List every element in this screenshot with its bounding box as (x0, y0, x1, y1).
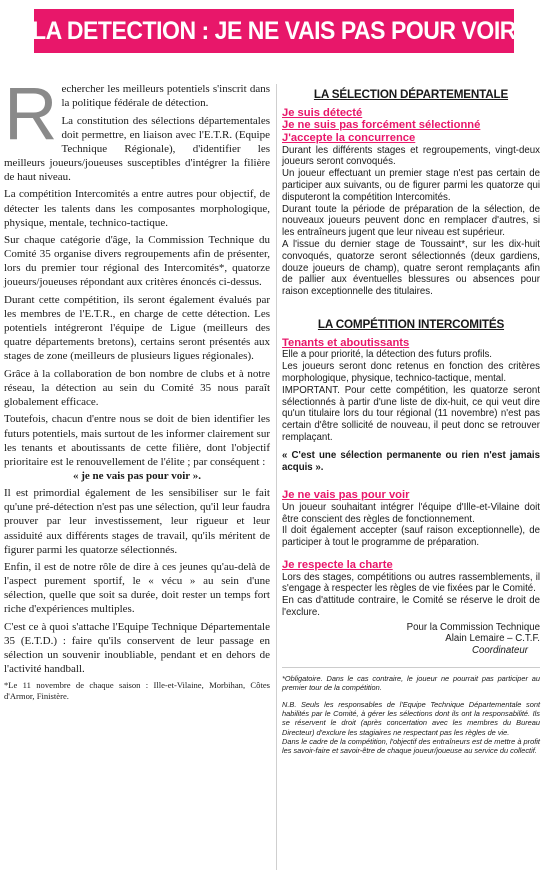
paragraph: La constitution des sélections départementales doit permettre, en liaison avec l'E.T.R. (Equipe Technique Régionale), d'identifier les meilleurs joueurs/joueuses susceptibles d'intégrer la filière de haut niveau. (4, 114, 270, 183)
signature-line: Coordinateur (471, 645, 528, 657)
intro-text: echercher les meilleurs potentiels s'inscrit dans la politique fédérale de détection. (61, 83, 270, 110)
note: Dans le cadre de la compétition, l'objectif des entraîneurs est de mettre à profit les savoir-faire et savoir-être de chaque joueur/joueuse au service du collectif. (282, 736, 540, 756)
footnote: *Le 11 novembre de chaque saison : Ille-et-Vilaine, Morbihan, Côtes d'Armor, Finistère. (4, 679, 270, 701)
page-title: LA DETECTION : JE NE VAIS PAS POUR VOIR (32, 16, 516, 45)
paragraph: Les joueurs seront donc retenus en fonction des critères morphologique, physique, technico-tactique, mental. (282, 361, 540, 384)
paragraph: Toutefois, chacun d'entre nous se doit de bien identifier les futurs potentiels, mais surtout de les informer clairement sur les tenants et aboutissants de cette filière, dont l'objectif prioritaire est le renouvellement de l'élite ; par conséquent : (4, 413, 270, 468)
column-divider (276, 84, 277, 870)
paragraph: A l'issue du dernier stage de Toussaint*, sur les dix-huit convoqués, quatorze seront sélectionnés (deux gardiens, douze joueurs de champ), quatre seront remplaçants afin de pallier aux éventuelles blessures ou absences pour raison exceptionnelle des titulaires. (282, 238, 540, 298)
signature-block (282, 622, 540, 657)
paragraph: La compétition Intercomités a entre autres pour objectif, de détecter les talents dans les composantes morphologique, physique, mentale, technico-tactique. (4, 188, 270, 229)
signature-line: Alain Lemaire – C.T.F. (445, 633, 540, 645)
note: *Obligatoire. Dans le cas contraire, le joueur ne pourrait pas participer au premier tour de la compétition. (282, 673, 540, 692)
paragraph: Durant cette compétition, ils seront également évalués par les membres de l'E.T.R., en charge de cette détection. Les potentiels intégreront l'équipe de Ligue (meilleurs des quatre départements bretons), certains seront présentés aux stages de zone (meilleurs de plusieurs ligues régionales). (4, 293, 270, 363)
motto-line: « je ne vais pas pour voir ». (73, 469, 201, 482)
paragraph: Un joueur souhaitant intégrer l'équipe d'Ille-et-Vilaine doit être conscient des règles de fonctionnement. (282, 501, 540, 525)
paragraph: Lors des stages, compétitions ou autres rassemblements, il s'engage à respecter les règles de vie fixées par le Comité. (282, 571, 540, 595)
paragraph: Grâce à la collaboration de bon nombre de clubs et à notre réseau, la détection au sein du Comité 35 nous paraît globalement efficace. (4, 367, 270, 408)
pink-heading: J'accepte la concurrence (282, 131, 416, 144)
drop-cap: R (4, 72, 58, 155)
banner-box (34, 9, 514, 53)
quote: « C'est une sélection permanente ou rien n'est jamais acquis ». (282, 449, 540, 473)
paragraph: IMPORTANT. Pour cette compétition, les quatorze seront sélectionnés à partir d'une liste de dix-huit, ce qui veut dire qu'un titulaire lors du tour régional (11 novembre) n'est pas certain d'être sollicité de nouveau, il peut donc se retrouver remplaçant. (282, 384, 540, 443)
pink-heading: Tenants et aboutissants (282, 336, 410, 349)
pink-heading: Je suis détecté (282, 106, 363, 119)
paragraph: Il est primordial également de les sensibiliser sur le fait qu'une pré-détection n'est pas une sélection, qu'il leur faudra prouver par leur investissement, leur rigueur et leur assiduité aux différents stages de travail, qu'ils méritent de figurer parmi les quatorze sélectionnés. (4, 487, 270, 556)
left-column (4, 72, 270, 705)
pink-heading: Je respecte la charte (282, 559, 393, 572)
banner (0, 0, 546, 62)
right-column (282, 86, 540, 755)
paragraph: Sur chaque catégorie d'âge, la Commission Technique du Comité 35 organise divers regroupements afin de présenter, lors du premier tour régional des Intercomités*, quatorze joueurs/joueuses répondant aux critères énoncés ci-dessus. (4, 234, 270, 289)
paragraph: Durant toute la période de préparation de la sélection, de nouveaux joueurs peuvent donc en remplacer d'autres, si les entraîneurs jugent que leur niveau est supérieur. (282, 203, 540, 239)
paragraph: En cas d'attitude contraire, le Comité se réserve le droit de l'exclure. (282, 595, 540, 619)
paragraph: C'est ce à quoi s'attache l'Equipe Technique Départementale 35 (E.T.D.) : faire qu'ils conservent de leur passage en sélection un souvenir inoubliable, pendant et en dehors de l'activité handball. (4, 620, 270, 676)
note: N.B. Seuls les responsables de l'Equipe Technique Départementale sont habilités par le Comité, à gérer les sélections dont ils ont la responsabilité. Ils se réservent le droit (après concertation avec les membres du Bureau Directeur) d'exclure les stagiaires ne respectant pas les règles de vie. (282, 700, 540, 737)
signature-line: Pour la Commission Technique (406, 621, 540, 633)
section-title-competition: LA COMPÉTITION INTERCOMITÉS (317, 316, 505, 331)
paragraph: Elle a pour priorité, la détection des futurs profils. (282, 349, 493, 361)
paragraph: Durant les différents stages et regroupements, vingt-deux joueurs seront convoqués. (282, 144, 540, 168)
pink-heading: Je ne vais pas pour voir (282, 489, 410, 502)
paragraph: Il doit également accepter (sauf raison exceptionnelle), de participer à tout le programme de préparation. (282, 525, 540, 549)
pink-heading: Je ne suis pas forcément sélectionné (282, 119, 481, 132)
section-title-selection: LA SÉLECTION DÉPARTEMENTALE (313, 87, 509, 101)
paragraph: Un joueur effectuant un premier stage n'est pas certain de participer aux suivants, ou de figurer parmi les quatorze qui disputeront la compétition Intercomités. (282, 168, 540, 203)
paragraph: Enfin, il est de notre rôle de dire à ces jeunes qu'au-delà de l'aspect purement sportif, le « vécu » au sein d'une sélection, quelle que soit sa durée, doit rester un temps fort riche d'expériences multiples. (4, 561, 270, 616)
separator (282, 667, 540, 668)
